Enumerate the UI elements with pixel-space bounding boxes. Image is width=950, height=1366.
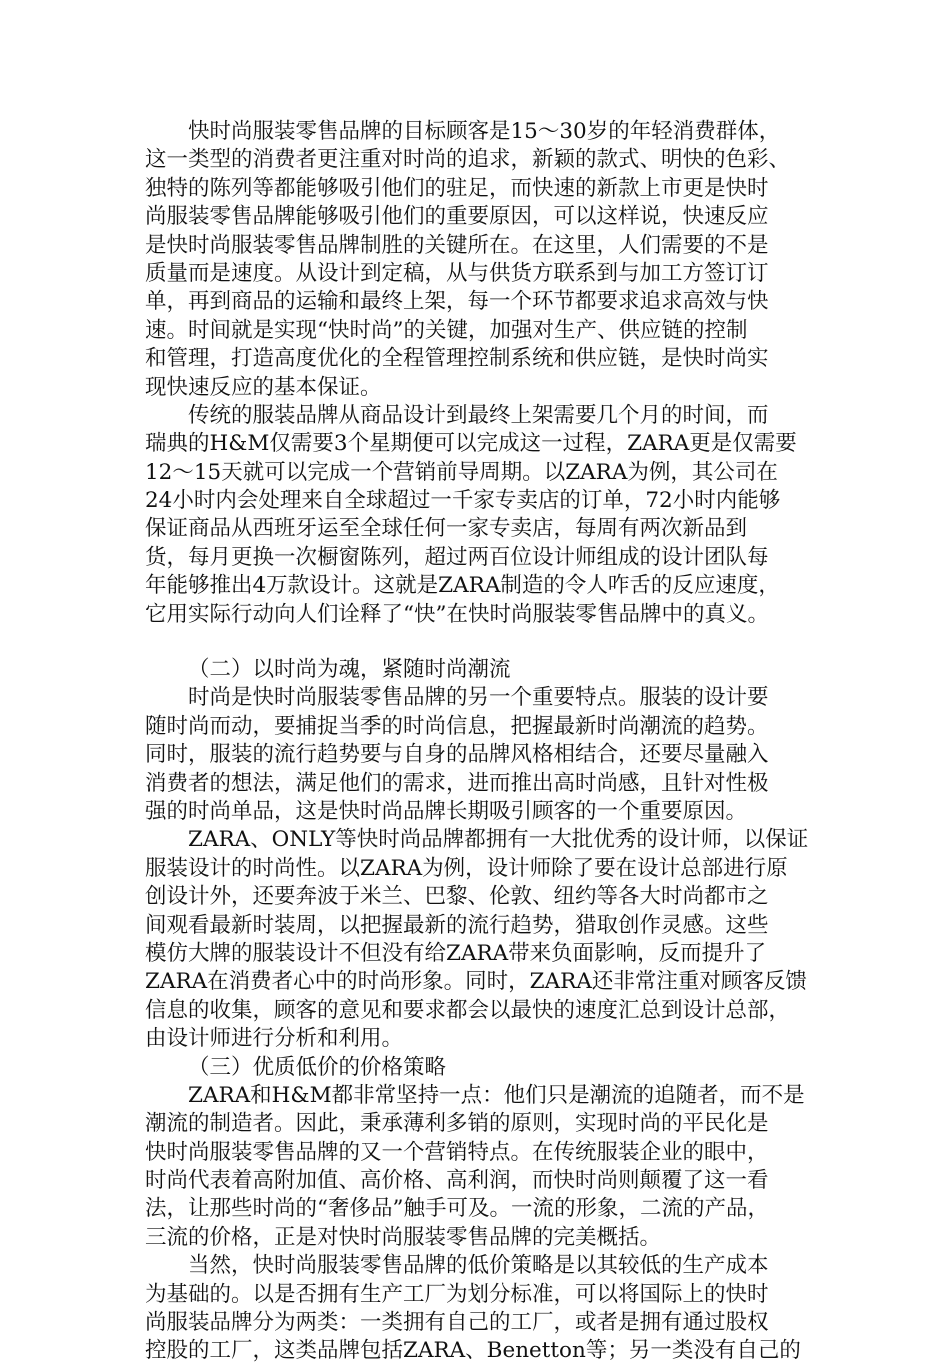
paragraph-line: 由设计师进行分析和利用。 — [145, 1026, 404, 1052]
section-gap — [145, 629, 811, 656]
paragraph-line: 和管理，打造高度优化的全程管理控制系统和供应链，是快时尚实 — [145, 346, 769, 372]
paragraph-line: 消费者的想法，满足他们的需求，进而推出高时尚感，且针对性极 — [145, 770, 769, 796]
paragraph-line: ZARA、ONLY等快时尚品牌都拥有一大批优秀的设计师，以保证 — [188, 827, 809, 853]
paragraph-line: ZARA和H&M都非常坚持一点：他们只是潮流的追随者，而不是 — [188, 1082, 805, 1108]
paragraph-line: 尚服装品牌分为两类：一类拥有自己的工厂，或者是拥有通过股权 — [145, 1310, 769, 1336]
paragraph-line: 它用实际行动向人们诠释了“快”在快时尚服装零售品牌中的真义。 — [145, 601, 769, 627]
paragraph-line: 独特的陈列等都能够吸引他们的驻足，而快速的新款上市更是快时 — [145, 175, 769, 201]
paragraph — [145, 684, 811, 826]
paragraph-line: 强的时尚单品，这是快时尚品牌长期吸引顾客的一个重要原因。 — [145, 798, 748, 824]
paragraph-line: 法，让那些时尚的“奢侈品”触手可及。一流的形象，二流的产品， — [145, 1196, 769, 1222]
paragraph-line: 瑞典的H&M仅需要3个星期便可以完成这一过程，ZARA更是仅需要 — [145, 431, 797, 457]
paragraph-line: 三流的价格，正是对快时尚服装零售品牌的完美概括。 — [145, 1224, 662, 1250]
paragraph-line: 信息的收集，顾客的意见和要求都会以最快的速度汇总到设计总部， — [145, 997, 791, 1023]
paragraph-line: 12～15天就可以完成一个营销前导周期。以ZARA为例，其公司在 — [145, 459, 778, 485]
paragraph-line: 速。时间就是实现“快时尚”的关键，加强对生产、供应链的控制 — [145, 317, 748, 343]
paragraph-line: 时尚代表着高附加值、高价格、高利润，而快时尚则颠覆了这一看 — [145, 1168, 769, 1194]
paragraph-line: 创设计外，还要奔波于米兰、巴黎、伦敦、纽约等各大时尚都市之 — [145, 884, 769, 910]
paragraph-line: 时尚是快时尚服装零售品牌的另一个重要特点。服装的设计要 — [188, 685, 769, 711]
paragraph-line: 保证商品从西班牙运至全球任何一家专卖店，每周有两次新品到 — [145, 516, 748, 542]
document-body — [145, 118, 811, 1366]
paragraph-line: 快时尚服装零售品牌的又一个营销特点。在传统服装企业的眼中， — [145, 1139, 769, 1165]
paragraph-line: 货，每月更换一次橱窗陈列，超过两百位设计师组成的设计团队每 — [145, 544, 769, 570]
section-heading: （二）以时尚为魂，紧随时尚潮流 — [188, 657, 511, 683]
paragraph-line: 质量而是速度。从设计到定稿，从与供货方联系到与加工方签订订 — [145, 260, 769, 286]
paragraph-line: 随时尚而动，要捕捉当季的时尚信息，把握最新时尚潮流的趋势。 — [145, 713, 769, 739]
paragraph — [145, 826, 811, 1053]
paragraph-line: ZARA在消费者心中的时尚形象。同时，ZARA还非常注重对顾客反馈 — [145, 969, 807, 995]
paragraph-line: 控股的工厂，这类品牌包括ZARA、Benetton等；另一类没有自己的 — [145, 1338, 801, 1364]
paragraph-line: 这一类型的消费者更注重对时尚的追求，新颖的款式、明快的色彩、 — [145, 147, 791, 173]
paragraph-line: 尚服装零售品牌能够吸引他们的重要原因，可以这样说，快速反应 — [145, 204, 769, 230]
paragraph-line: 为基础的。以是否拥有生产工厂为划分标准，可以将国际上的快时 — [145, 1281, 769, 1307]
paragraph-line: 快时尚服装零售品牌的目标顾客是15～30岁的年轻消费群体， — [188, 119, 781, 144]
paragraph-line: 传统的服装品牌从商品设计到最终上架需要几个月的时间，而 — [188, 402, 769, 428]
paragraph-line: 服装设计的时尚性。以ZARA为例，设计师除了要在设计总部进行原 — [145, 855, 788, 881]
paragraph-line: 是快时尚服装零售品牌制胜的关键所在。在这里，人们需要的不是 — [145, 232, 769, 258]
paragraph — [145, 402, 811, 629]
paragraph-line: 间观看最新时装周，以把握最新的流行趋势，猎取创作灵感。这些 — [145, 912, 769, 938]
paragraph-line: 年能够推出4万款设计。这就是ZARA制造的令人咋舌的反应速度， — [145, 573, 780, 599]
paragraph-line: 同时，服装的流行趋势要与自身的品牌风格相结合，还要尽量融入 — [145, 742, 769, 768]
paragraph-line: 现快速反应的基本保证。 — [145, 374, 382, 400]
paragraph-line: 潮流的制造者。因此，秉承薄利多销的原则，实现时尚的平民化是 — [145, 1111, 769, 1137]
paragraph-line: 当然，快时尚服装零售品牌的低价策略是以其较低的生产成本 — [188, 1253, 769, 1279]
paragraph — [145, 1082, 811, 1252]
paragraph — [145, 1252, 811, 1366]
paragraph — [145, 118, 811, 402]
paragraph-line: 单，再到商品的运输和最终上架，每一个环节都要求追求高效与快 — [145, 289, 769, 315]
paragraph-line: 24小时内会处理来自全球超过一千家专卖店的订单，72小时内能够 — [145, 488, 781, 514]
paragraph-line: 模仿大牌的服装设计不但没有给ZARA带来负面影响，反而提升了 — [145, 940, 767, 966]
section-heading: （三）优质低价的价格策略 — [188, 1054, 447, 1080]
